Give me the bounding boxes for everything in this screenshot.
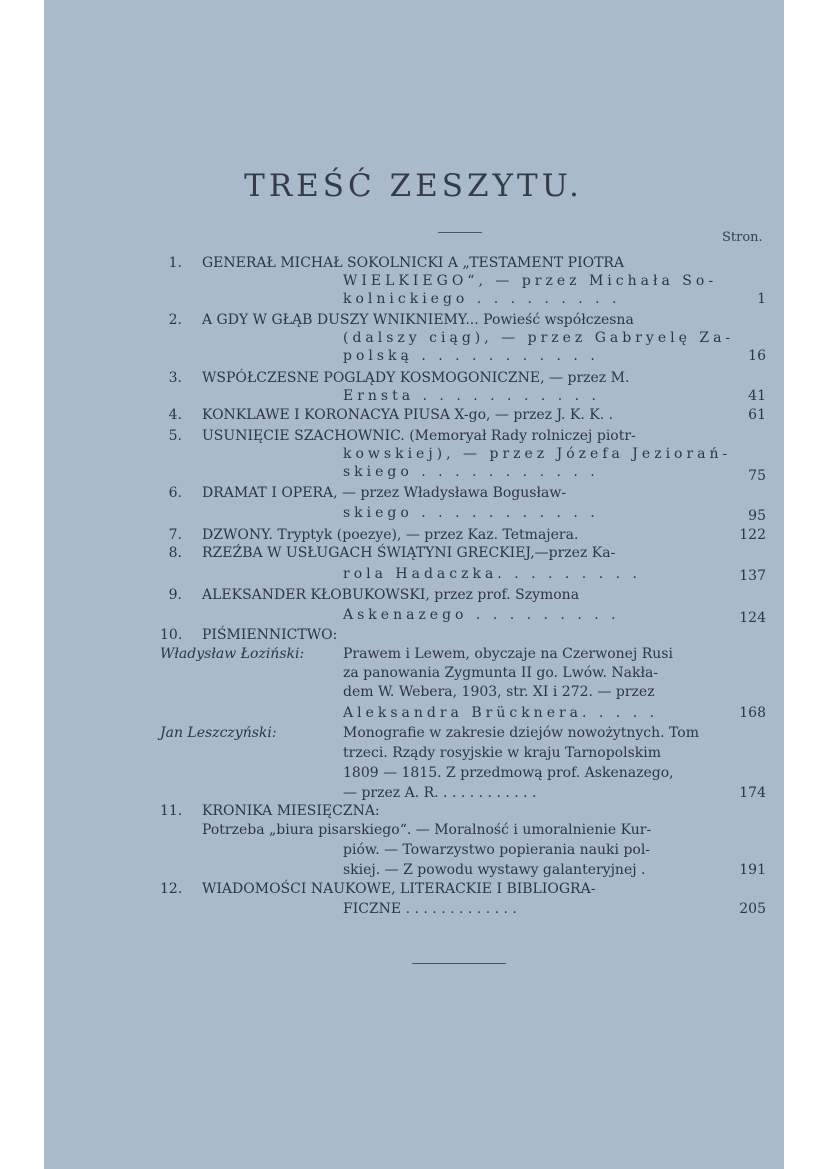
entry-line: Askenazego . . . . . . . . . [343, 607, 620, 623]
entry-line: USUNIĘCIE SZACHOWNIC. (Memoryał Rady rolniczej piotr- [202, 428, 636, 444]
entry-page: 191 [739, 862, 766, 878]
entry-line: KRONIKA MIESIĘCZNA: [202, 803, 380, 819]
entry-page: 61 [748, 407, 766, 423]
review-line: — przez A. R. . . . . . . . . . . . [343, 785, 537, 801]
review-line: 1809 — 1815. Z przedmową prof. Askenazego, [343, 765, 674, 781]
entry-line: FICZNE . . . . . . . . . . . . . [343, 901, 517, 917]
review-author: Władysław Łoziński: [160, 646, 305, 662]
entry-number: 8. [168, 545, 182, 561]
entry-line: Ernsta . . . . . . . . . . . [343, 388, 600, 404]
entry-line: Potrzeba „biura pisarskiego“. — Moralność i umoralnienie Kur- [202, 822, 652, 838]
entry-line: WSPÓŁCZESNE POGLĄDY KOSMOGONICZNE, — przez M. [202, 370, 630, 386]
entry-line: WIELKIEGO“, — przez Michała So- [343, 273, 718, 289]
entry-line: skiego . . . . . . . . . . . [343, 464, 599, 480]
entry-number: 10. [160, 627, 183, 643]
entry-line: skiej. — Z powodu wystawy galanteryjnej . [343, 862, 646, 878]
review-line: Aleksandra Brücknera. . . . . [343, 705, 659, 721]
review-line: dem W. Webera, 1903, str. XI i 272. — przez [343, 684, 655, 700]
entry-number: 4. [168, 407, 182, 423]
review-page: 174 [739, 785, 766, 801]
entry-page: 122 [739, 527, 766, 543]
entry-line: polską . . . . . . . . . . . [343, 348, 599, 364]
page-title: TREŚĆ ZESZYTU. [244, 168, 583, 204]
entry-line: ALEKSANDER KŁOBUKOWSKI, przez prof. Szymona [202, 587, 580, 603]
entry-line: RZEŹBA W USŁUGACH ŚWIĄTYNI GRECKIEJ,—przez Ka- [202, 545, 616, 561]
entry-page: 124 [739, 610, 766, 626]
end-rule [412, 963, 506, 964]
entry-line: piów. — Towarzystwo popierania nauki pol- [343, 842, 651, 858]
entry-line: (dalszy ciąg), — przez Gabryelę Za- [343, 330, 735, 346]
title-rule [438, 232, 482, 233]
entry-line: KONKLAWE I KORONACYA PIUSA X-go, — przez J. K. K. . [202, 407, 614, 423]
review-line: za panowania Zygmunta II go. Lwów. Nakła- [343, 665, 659, 681]
entry-number: 7. [168, 527, 182, 543]
entry-line: skiego . . . . . . . . . . . [343, 505, 599, 521]
entry-number: 3. [168, 370, 182, 386]
entry-number: 11. [160, 803, 183, 819]
entry-line: DRAMAT I OPERA, — przez Władysława Bogusław- [202, 485, 567, 501]
entry-page: 137 [739, 568, 766, 584]
entry-number: 5. [168, 428, 182, 444]
review-line: Monografie w zakresie dziejów nowożytnych. Tom [343, 725, 700, 741]
section-heading: PIŚMIENNICTWO: [202, 627, 338, 643]
entry-page: 16 [748, 348, 766, 364]
entry-line: WIADOMOŚCI NAUKOWE, LITERACKIE I BIBLIOGRA- [202, 881, 596, 897]
entry-line: DZWONY. Tryptyk (poezye), — przez Kaz. Tetmajera. [202, 527, 579, 543]
entry-page: 75 [748, 468, 766, 484]
review-line: trzeci. Rządy rosyjskie w kraju Tarnopolskim [343, 745, 662, 761]
entry-number: 12. [160, 881, 183, 897]
entry-number: 2. [168, 312, 182, 328]
entry-number: 1. [168, 255, 182, 271]
entry-number: 6. [168, 485, 182, 501]
entry-line: A GDY W GŁĄB DUSZY WNIKNIEMY... Powieść współczesna [202, 312, 634, 328]
entry-page: 205 [739, 901, 766, 917]
review-author: Jan Leszczyński: [160, 725, 277, 741]
review-page: 168 [739, 705, 766, 721]
entry-line: rola Hadaczka. . . . . . . . . [343, 566, 641, 582]
entry-page: 41 [748, 388, 766, 404]
entry-line: GENERAŁ MICHAŁ SOKOLNICKI A „TESTAMENT PIOTRA [202, 255, 625, 271]
entry-page: 1 [757, 291, 766, 307]
entry-number: 9. [168, 587, 182, 603]
entry-line: kowskiej), — przez Józefa Jeziorań- [343, 446, 732, 462]
entry-line: kolnickiego . . . . . . . . . [343, 291, 621, 307]
review-line: Prawem i Lewem, obyczaje na Czerwonej Rusi [343, 646, 673, 662]
entry-page: 95 [748, 508, 766, 524]
page-column-label: Stron. [722, 230, 763, 245]
